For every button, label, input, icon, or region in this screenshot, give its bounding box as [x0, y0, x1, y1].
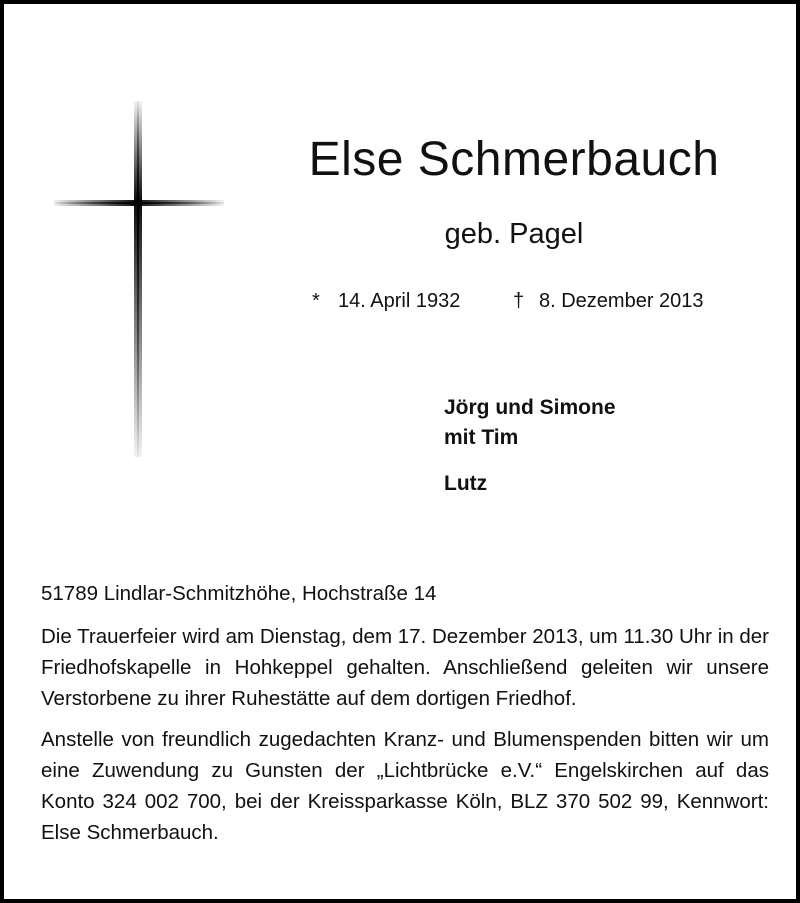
death-date: [513, 288, 704, 314]
birth-symbol: *: [312, 290, 320, 312]
cross-icon: [54, 101, 224, 457]
mourners-list: [444, 393, 616, 499]
birth-date-text: 14. April 1932: [338, 290, 461, 312]
death-symbol: †: [513, 290, 525, 312]
mourner-line: mit Tim: [444, 426, 519, 449]
funeral-paragraph: Die Trauerfeier wird am Dienstag, dem 17. Dezember 2013, um 11.30 Uhr in der Friedhofskapelle in Hohkeppel gehalten. Anschließend geleiten wir unsere Verstorbene zu ihrer Ruhestätte auf dem dortigen Friedhof.: [41, 625, 769, 710]
deceased-name: Else Schmerbauch: [308, 133, 720, 186]
mourner-line: Jörg und Simone: [444, 396, 616, 419]
mourner-line: Lutz: [444, 472, 488, 495]
notice-body: [41, 578, 769, 848]
death-date-text: 8. Dezember 2013: [539, 290, 704, 312]
maiden-name: geb. Pagel: [444, 218, 584, 250]
address: 51789 Lindlar-Schmitzhöhe, Hochstraße 14: [41, 582, 437, 605]
donation-paragraph: Anstelle von freundlich zugedachten Kranz- und Blumenspenden bitten wir um eine Zuwendung zu Gunsten der „Lichtbrücke e.V.“ Engelskirchen auf das Konto 324 002 700, bei der Kreissparkasse Köln, BLZ 370 502 99, Kennwort: Else Schmerbauch.: [41, 728, 769, 844]
birth-date: [312, 288, 460, 314]
